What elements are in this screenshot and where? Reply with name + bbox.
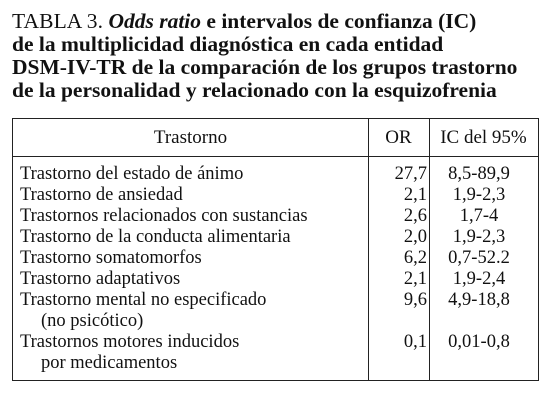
- row-disorder-line-2: por medicamentos: [41, 352, 178, 373]
- row-ci: 1,9-2,4: [452, 269, 506, 289]
- header-divider: [13, 156, 538, 157]
- table-caption: [12, 10, 544, 102]
- row-ci: 4,9-18,8: [448, 290, 510, 310]
- row-ci: 1,7-4: [459, 206, 499, 226]
- caption-line-2: de la multiplicidad diagnóstica en cada entidad: [12, 32, 444, 56]
- row-ci: 0,01-0,8: [448, 332, 510, 352]
- row-or: 2,6: [403, 206, 427, 226]
- caption-line-3: DSM-IV-TR de la comparación de los grupos trastorno: [12, 55, 518, 79]
- row-ci: 8,5-89,9: [448, 164, 510, 184]
- row-disorder: [20, 290, 266, 331]
- row-disorder: Trastorno adaptativos: [20, 269, 181, 289]
- row-ci: 1,9-2,3: [452, 227, 506, 247]
- row-disorder: Trastorno del estado de ánimo: [20, 164, 244, 184]
- caption-line-1-rest: e intervalos de confianza (IC): [206, 9, 477, 33]
- header-ci: IC del 95%: [440, 126, 527, 148]
- row-disorder: [20, 332, 239, 373]
- row-disorder: Trastornos relacionados con sustancias: [20, 206, 308, 226]
- caption-line-1: [12, 10, 544, 33]
- row-or: 27,7: [394, 164, 427, 184]
- header-or: OR: [385, 126, 412, 148]
- row-or: 2,1: [403, 269, 427, 289]
- data-table: [12, 118, 539, 381]
- row-or: 9,6: [403, 290, 427, 310]
- row-disorder: Trastorno de ansiedad: [20, 185, 183, 205]
- row-ci: 1,9-2,3: [452, 185, 506, 205]
- caption-emphasis: Odds ratio: [108, 9, 202, 33]
- row-disorder-line-1: Trastorno mental no especificado: [20, 290, 267, 310]
- header-disorder: Trastorno: [153, 126, 228, 148]
- caption-label: TABLA 3.: [12, 9, 104, 33]
- row-disorder: Trastorno de la conducta alimentaria: [20, 227, 291, 247]
- row-disorder: Trastorno somatomorfos: [20, 248, 202, 268]
- row-ci: 0,7-52.2: [448, 248, 510, 268]
- row-or: 2,1: [403, 185, 427, 205]
- row-or: 2,0: [403, 227, 427, 247]
- row-or: 0,1: [403, 332, 427, 352]
- caption-line-4: de la personalidad y relacionado con la esquizofrenia: [12, 78, 497, 102]
- row-disorder-line-2: (no psicótico): [41, 310, 144, 331]
- row-disorder-line-1: Trastornos motores inducidos: [20, 332, 240, 352]
- row-or: 6,2: [403, 248, 427, 268]
